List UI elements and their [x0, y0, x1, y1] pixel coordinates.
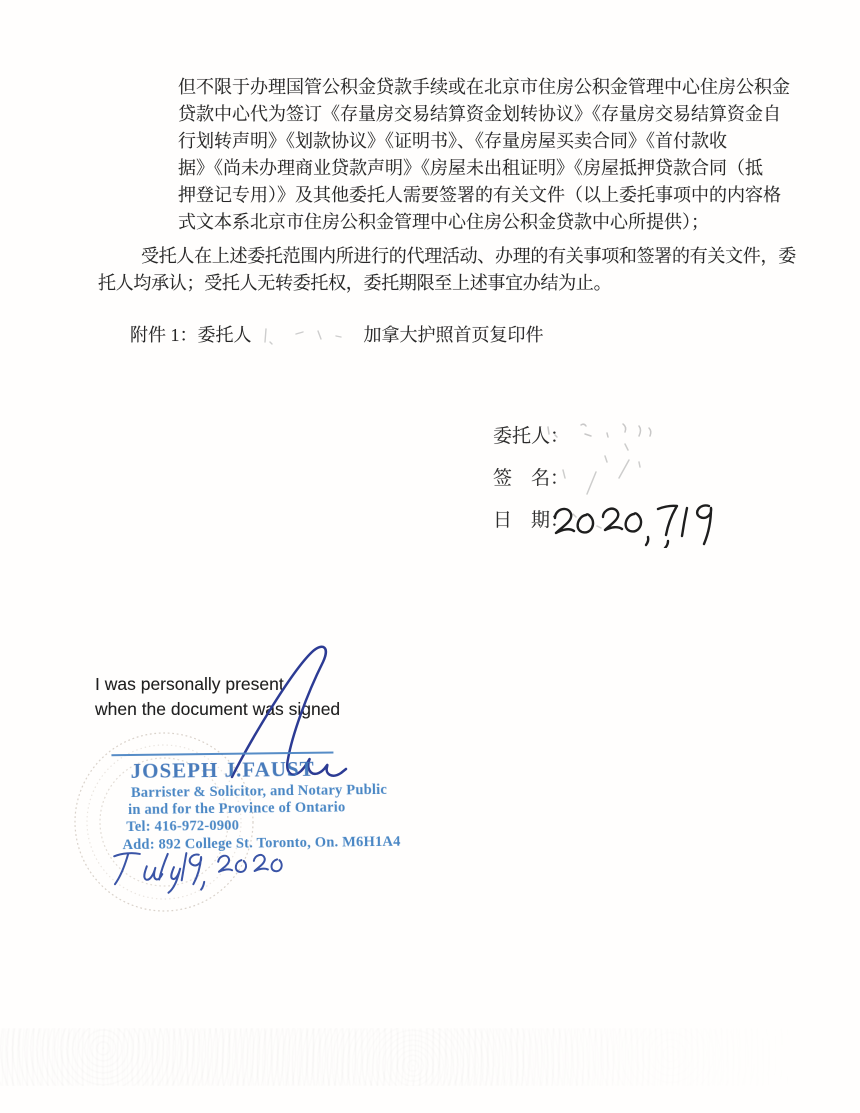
principal-label: 委托人： — [493, 426, 570, 447]
paragraph-line: 贷款中心代为签订《存量房交易结算资金划转协议》《存量房交易结算资金自 — [178, 104, 781, 124]
paragraph-line: 托人均承认；受托人无转委托权，委托期限至上述事宜办结为止。 — [98, 273, 612, 293]
stamp-jurisdiction-line: in and for the Province of Ontario — [128, 799, 346, 819]
paragraph-line: 押登记专用）》及其他委托人需要签署的有关文件（以上委托事项中的内容格 — [178, 185, 781, 205]
paragraph-line: 但不限于办理国管公积金贷款手续或在北京市住房公积金管理中心住房公积金 — [178, 77, 790, 97]
erased-name-marks-icon — [252, 322, 364, 350]
date-label: 日 期： — [493, 510, 570, 531]
handwritten-date-cn — [550, 496, 715, 548]
paragraph-acknowledgement — [98, 243, 796, 297]
redacted-name-gap — [252, 322, 364, 348]
attachment-line — [130, 322, 544, 349]
stamp-title-line: Barrister & Solicitor, and Notary Public — [130, 781, 388, 801]
attachment-prefix: 附件 1：委托人 — [130, 325, 252, 345]
scan-noise — [0, 1028, 860, 1086]
handwritten-date-en — [108, 845, 288, 897]
paragraph-main-terms — [178, 74, 790, 236]
attestation-line: when the document was signed — [95, 699, 341, 719]
attachment-suffix: 加拿大护照首页复印件 — [363, 325, 544, 345]
stamp-address-line: Add: 892 College St. Toronto, On. M6H1A4 — [122, 833, 401, 854]
paragraph-line: 式文本系北京市住房公积金管理中心住房公积金贷款中心所提供）； — [178, 212, 709, 232]
paragraph-line: 据》《尚未办理商业贷款声明》《房屋未出租证明》《房屋抵押贷款合同（抵 — [178, 158, 763, 178]
stamp-notary-name: JOSEPH J.FAUST — [130, 756, 315, 783]
notary-signature — [218, 640, 358, 790]
signature-label: 签 名： — [493, 468, 570, 489]
stamp-tel-line: Tel: 416-972-0900 — [126, 817, 240, 836]
attestation-line: I was personally present — [95, 674, 284, 694]
paragraph-line: 受托人在上述委托范围内所进行的代理活动、办理的有关事项和签署的有关文件，委 — [141, 246, 796, 266]
paragraph-line: 行划转声明》《划款协议》《证明书》、《存量房屋买卖合同》《首付款收 — [178, 131, 727, 151]
